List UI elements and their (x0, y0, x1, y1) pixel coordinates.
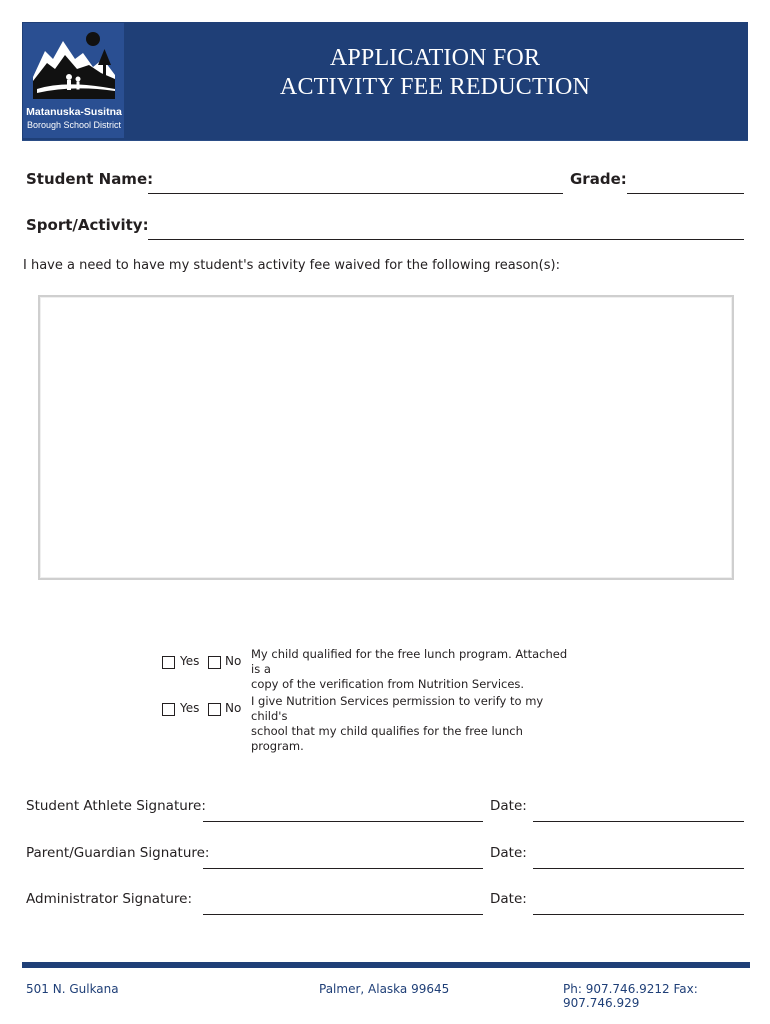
reason-prompt: I have a need to have my student's activity fee waived for the following reason(s): (23, 258, 560, 273)
reason-textarea[interactable] (38, 295, 734, 580)
free-lunch-no-checkbox[interactable] (208, 656, 221, 669)
logo-text-district: Matanuska-Susitna (26, 106, 122, 118)
form-title-line1: APPLICATION FOR (329, 45, 541, 71)
student-name-label: Student Name: (26, 170, 154, 188)
sport-activity-label: Sport/Activity: (26, 216, 149, 234)
administrator-signature-label: Administrator Signature: (26, 891, 192, 907)
administrator-date-label: Date: (490, 891, 527, 907)
form-title (152, 44, 718, 102)
footer-city: Palmer, Alaska 99645 (319, 982, 450, 996)
verify-permission-yes-checkbox[interactable] (162, 703, 175, 716)
footer-divider (22, 962, 750, 968)
grade-label: Grade: (570, 170, 627, 188)
verify-permission-no-label: No (225, 701, 242, 715)
parent-guardian-signature-field[interactable] (203, 868, 483, 869)
parent-guardian-date-label: Date: (490, 845, 527, 861)
verify-permission-statement-line2: school that my child qualifies for the free lunch program. (251, 724, 523, 753)
grade-field[interactable] (627, 193, 744, 194)
administrator-signature-field[interactable] (203, 914, 483, 915)
header-banner (22, 22, 748, 141)
verify-permission-no-checkbox[interactable] (208, 703, 221, 716)
footer-address: 501 N. Gulkana (26, 982, 119, 996)
student-athlete-signature-label: Student Athlete Signature: (26, 798, 206, 814)
district-logo (23, 23, 124, 138)
free-lunch-statement-line2: copy of the verification from Nutrition Services. (251, 677, 525, 691)
logo-text-subtitle: Borough School District (26, 120, 122, 130)
free-lunch-yes-checkbox[interactable] (162, 656, 175, 669)
free-lunch-yes-label: Yes (180, 654, 200, 668)
form-title-line2: ACTIVITY FEE REDUCTION (279, 74, 591, 100)
student-name-field[interactable] (148, 193, 563, 194)
verify-permission-statement (251, 694, 571, 754)
parent-guardian-signature-label: Parent/Guardian Signature: (26, 845, 210, 861)
verify-permission-yes-label: Yes (180, 701, 200, 715)
verify-permission-statement-line1: I give Nutrition Services permission to verify to my child's (251, 694, 544, 723)
administrator-date-field[interactable] (533, 914, 744, 915)
student-athlete-signature-field[interactable] (203, 821, 483, 822)
student-athlete-date-label: Date: (490, 798, 527, 814)
mountain-family-icon (33, 29, 115, 99)
footer-contact: Ph: 907.746.9212 Fax: 907.746.929 (563, 982, 698, 1010)
free-lunch-statement (251, 647, 571, 692)
parent-guardian-date-field[interactable] (533, 868, 744, 869)
free-lunch-statement-line1: My child qualified for the free lunch program. Attached is a (251, 647, 568, 676)
sport-activity-field[interactable] (148, 239, 744, 240)
student-athlete-date-field[interactable] (533, 821, 744, 822)
free-lunch-no-label: No (225, 654, 242, 668)
